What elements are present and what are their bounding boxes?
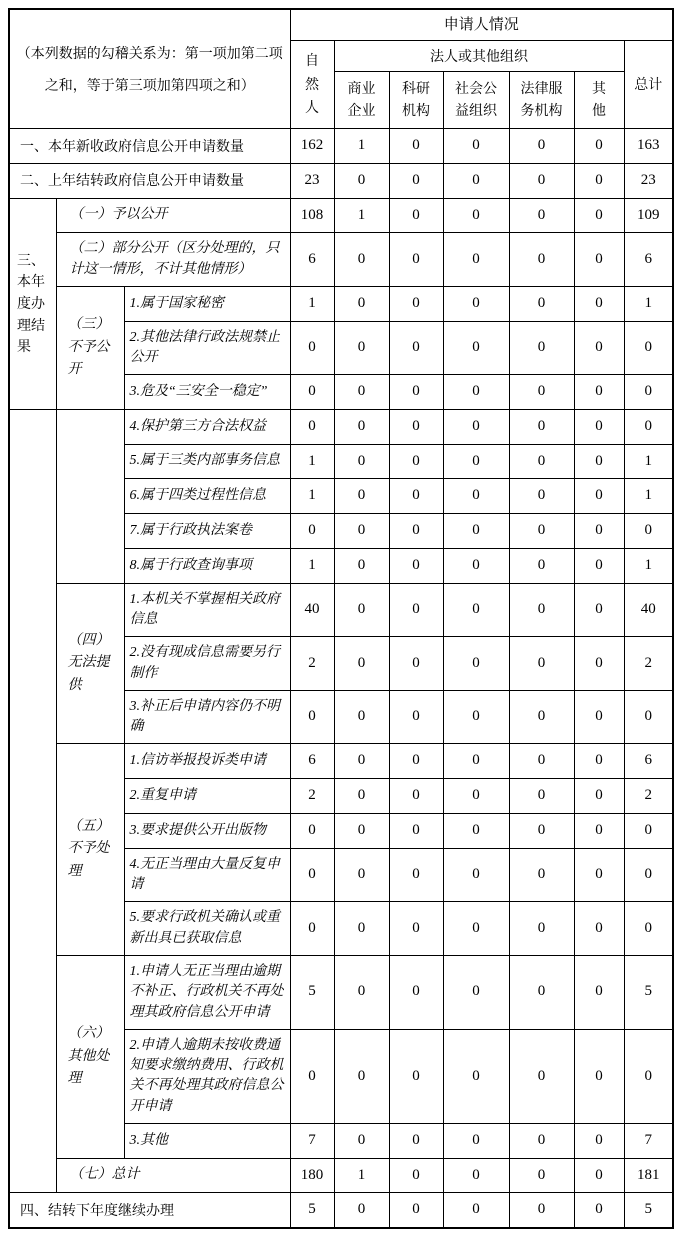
value-cell: 0 xyxy=(509,955,574,1029)
value-cell: 0 xyxy=(389,163,443,198)
value-cell: 0 xyxy=(624,514,673,549)
value-cell: 0 xyxy=(334,375,389,410)
value-cell: 0 xyxy=(509,779,574,814)
value-cell: 0 xyxy=(443,321,509,375)
value-cell: 0 xyxy=(624,1029,673,1123)
value-cell: 181 xyxy=(624,1158,673,1193)
value-cell: 0 xyxy=(574,479,624,514)
value-cell: 0 xyxy=(574,902,624,956)
applicant-situation-header: 申请人情况 xyxy=(290,9,673,41)
value-cell: 0 xyxy=(509,233,574,287)
value-cell: 0 xyxy=(509,479,574,514)
value-cell: 0 xyxy=(290,1029,334,1123)
value-cell: 1 xyxy=(334,129,389,164)
value-cell: 0 xyxy=(443,375,509,410)
value-cell: 7 xyxy=(290,1123,334,1158)
value-cell: 0 xyxy=(334,479,389,514)
value-cell: 0 xyxy=(443,163,509,198)
value-cell: 0 xyxy=(574,233,624,287)
value-cell: 0 xyxy=(624,848,673,902)
row-label: 二、上年结转政府信息公开申请数量 xyxy=(9,163,290,198)
value-cell: 0 xyxy=(509,813,574,848)
value-cell: 0 xyxy=(574,744,624,779)
value-cell: 0 xyxy=(389,514,443,549)
value-cell: 0 xyxy=(334,955,389,1029)
value-cell: 0 xyxy=(290,409,334,444)
value-cell: 0 xyxy=(290,321,334,375)
item-label: 5.属于三类内部事务信息 xyxy=(124,444,290,479)
value-cell: 0 xyxy=(443,198,509,233)
value-cell: 0 xyxy=(334,637,389,691)
value-cell: 0 xyxy=(443,1123,509,1158)
value-cell: 0 xyxy=(624,409,673,444)
value-cell: 6 xyxy=(290,233,334,287)
value-cell: 0 xyxy=(443,514,509,549)
group-label: （三）不予公开 xyxy=(56,286,124,409)
value-cell: 0 xyxy=(509,1029,574,1123)
value-cell: 0 xyxy=(389,1123,443,1158)
value-cell: 0 xyxy=(509,1193,574,1228)
section-label: （七）总计 xyxy=(56,1158,290,1193)
section-label: （一）予以公开 xyxy=(56,198,290,233)
item-label: 2.申请人逾期未按收费通知要求缴纳费用、行政机关不再处理其政府信息公开申请 xyxy=(124,1029,290,1123)
value-cell: 0 xyxy=(443,744,509,779)
value-cell: 2 xyxy=(290,637,334,691)
value-cell: 5 xyxy=(290,1193,334,1228)
value-cell: 162 xyxy=(290,129,334,164)
value-cell: 0 xyxy=(389,1158,443,1193)
column-header-legal-service-org: 法律服务机构 xyxy=(509,72,574,129)
table-row xyxy=(9,233,673,287)
value-cell: 1 xyxy=(290,286,334,321)
item-label: 8.属于行政查询事项 xyxy=(124,548,290,583)
value-cell: 0 xyxy=(389,1193,443,1228)
value-cell: 2 xyxy=(290,779,334,814)
table-row xyxy=(9,1193,673,1228)
value-cell: 0 xyxy=(443,813,509,848)
empty-cell xyxy=(56,409,124,583)
value-cell: 0 xyxy=(389,690,443,744)
value-cell: 0 xyxy=(389,548,443,583)
column-header-public-welfare-org: 社会公益组织 xyxy=(443,72,509,129)
item-label: 1.申请人无正当理由逾期不补正、行政机关不再处理其政府信息公开申请 xyxy=(124,955,290,1029)
value-cell: 0 xyxy=(389,583,443,637)
value-cell: 0 xyxy=(509,514,574,549)
value-cell: 0 xyxy=(334,444,389,479)
value-cell: 0 xyxy=(574,286,624,321)
value-cell: 0 xyxy=(389,321,443,375)
value-cell: 0 xyxy=(509,129,574,164)
value-cell: 0 xyxy=(334,902,389,956)
item-label: 3.危及“三安全一稳定” xyxy=(124,375,290,410)
item-label: 3.其他 xyxy=(124,1123,290,1158)
item-label: 3.要求提供公开出版物 xyxy=(124,813,290,848)
value-cell: 0 xyxy=(389,813,443,848)
value-cell: 0 xyxy=(574,955,624,1029)
value-cell: 0 xyxy=(574,198,624,233)
value-cell: 0 xyxy=(443,286,509,321)
value-cell: 0 xyxy=(290,514,334,549)
value-cell: 0 xyxy=(389,848,443,902)
value-cell: 1 xyxy=(290,444,334,479)
value-cell: 0 xyxy=(509,690,574,744)
value-cell: 0 xyxy=(509,444,574,479)
value-cell: 0 xyxy=(290,813,334,848)
value-cell: 1 xyxy=(624,479,673,514)
value-cell: 0 xyxy=(574,779,624,814)
value-cell: 0 xyxy=(509,163,574,198)
value-cell: 0 xyxy=(509,1123,574,1158)
value-cell: 40 xyxy=(624,583,673,637)
value-cell: 0 xyxy=(389,375,443,410)
value-cell: 0 xyxy=(443,1193,509,1228)
value-cell: 0 xyxy=(334,286,389,321)
table-row xyxy=(9,744,673,779)
value-cell: 0 xyxy=(509,583,574,637)
value-cell: 6 xyxy=(290,744,334,779)
value-cell: 109 xyxy=(624,198,673,233)
value-cell: 0 xyxy=(509,548,574,583)
value-cell: 0 xyxy=(334,1029,389,1123)
column-group-legal-org: 法人或其他组织 xyxy=(334,41,624,72)
table-row xyxy=(9,198,673,233)
value-cell: 0 xyxy=(443,848,509,902)
value-cell: 0 xyxy=(443,583,509,637)
value-cell: 0 xyxy=(443,955,509,1029)
table-body xyxy=(9,129,673,1229)
value-cell: 0 xyxy=(624,813,673,848)
value-cell: 0 xyxy=(509,1158,574,1193)
value-cell: 0 xyxy=(509,321,574,375)
value-cell: 0 xyxy=(290,375,334,410)
table-header xyxy=(9,9,673,129)
section-label: （二）部分公开（区分处理的，只计这一情形，不计其他情形） xyxy=(56,233,290,287)
value-cell: 0 xyxy=(574,1029,624,1123)
value-cell: 6 xyxy=(624,744,673,779)
table-row xyxy=(9,163,673,198)
value-cell: 0 xyxy=(574,583,624,637)
table-row xyxy=(9,583,673,637)
value-cell: 0 xyxy=(389,444,443,479)
item-label: 6.属于四类过程性信息 xyxy=(124,479,290,514)
item-label: 7.属于行政执法案卷 xyxy=(124,514,290,549)
value-cell: 0 xyxy=(389,902,443,956)
value-cell: 0 xyxy=(574,321,624,375)
value-cell: 6 xyxy=(624,233,673,287)
value-cell: 0 xyxy=(574,1158,624,1193)
value-cell: 0 xyxy=(509,848,574,902)
value-cell: 0 xyxy=(389,409,443,444)
table-row xyxy=(9,129,673,164)
value-cell: 0 xyxy=(443,779,509,814)
value-cell: 0 xyxy=(574,1123,624,1158)
column-header-commercial-enterprise: 商业企业 xyxy=(334,72,389,129)
group-label: （五）不予处理 xyxy=(56,744,124,955)
item-label: 1.属于国家秘密 xyxy=(124,286,290,321)
value-cell: 0 xyxy=(443,1158,509,1193)
value-cell: 0 xyxy=(443,902,509,956)
value-cell: 0 xyxy=(574,637,624,691)
value-cell: 0 xyxy=(389,744,443,779)
value-cell: 0 xyxy=(290,690,334,744)
table-row xyxy=(9,286,673,321)
value-cell: 0 xyxy=(574,163,624,198)
column-header-natural-person: 自然人 xyxy=(290,41,334,129)
section-vertical-label: 三、本年度办理结果 xyxy=(9,198,56,409)
value-cell: 0 xyxy=(389,479,443,514)
value-cell: 0 xyxy=(443,548,509,583)
value-cell: 0 xyxy=(509,375,574,410)
item-label: 2.没有现成信息需要另行制作 xyxy=(124,637,290,691)
value-cell: 1 xyxy=(624,286,673,321)
value-cell: 40 xyxy=(290,583,334,637)
value-cell: 1 xyxy=(334,198,389,233)
value-cell: 0 xyxy=(334,779,389,814)
value-cell: 0 xyxy=(389,129,443,164)
value-cell: 0 xyxy=(574,444,624,479)
value-cell: 1 xyxy=(624,444,673,479)
item-label: 3.补正后申请内容仍不明确 xyxy=(124,690,290,744)
value-cell: 0 xyxy=(334,690,389,744)
item-label: 1.信访举报投诉类申请 xyxy=(124,744,290,779)
value-cell: 0 xyxy=(443,1029,509,1123)
value-cell: 0 xyxy=(334,848,389,902)
value-cell: 0 xyxy=(509,637,574,691)
value-cell: 0 xyxy=(509,409,574,444)
value-cell: 0 xyxy=(334,233,389,287)
row-label: 一、本年新收政府信息公开申请数量 xyxy=(9,129,290,164)
empty-cell xyxy=(9,409,56,1193)
value-cell: 108 xyxy=(290,198,334,233)
column-header-total: 总计 xyxy=(624,41,673,129)
value-cell: 0 xyxy=(334,583,389,637)
value-cell: 0 xyxy=(624,690,673,744)
value-cell: 1 xyxy=(624,548,673,583)
value-cell: 0 xyxy=(334,163,389,198)
row-label: 四、结转下年度继续办理 xyxy=(9,1193,290,1228)
value-cell: 0 xyxy=(624,321,673,375)
value-cell: 0 xyxy=(389,637,443,691)
group-label: （四）无法提供 xyxy=(56,583,124,744)
value-cell: 2 xyxy=(624,779,673,814)
value-cell: 0 xyxy=(509,744,574,779)
value-cell: 0 xyxy=(574,1193,624,1228)
value-cell: 0 xyxy=(443,690,509,744)
value-cell: 0 xyxy=(443,444,509,479)
value-cell: 0 xyxy=(389,233,443,287)
value-cell: 0 xyxy=(389,779,443,814)
item-label: 2.重复申请 xyxy=(124,779,290,814)
value-cell: 5 xyxy=(624,955,673,1029)
value-cell: 0 xyxy=(334,813,389,848)
value-cell: 0 xyxy=(290,848,334,902)
value-cell: 0 xyxy=(389,198,443,233)
value-cell: 0 xyxy=(574,690,624,744)
item-label: 4.无正当理由大量反复申请 xyxy=(124,848,290,902)
value-cell: 180 xyxy=(290,1158,334,1193)
value-cell: 0 xyxy=(334,409,389,444)
value-cell: 7 xyxy=(624,1123,673,1158)
disclosure-table xyxy=(8,8,674,1229)
item-label: 4.保护第三方合法权益 xyxy=(124,409,290,444)
value-cell: 0 xyxy=(443,637,509,691)
value-cell: 0 xyxy=(334,321,389,375)
header-row-1 xyxy=(9,9,673,41)
value-cell: 0 xyxy=(443,129,509,164)
group-label: （六）其他处理 xyxy=(56,955,124,1158)
value-cell: 0 xyxy=(574,848,624,902)
table-row xyxy=(9,955,673,1029)
reconciliation-note: （本列数据的勾稽关系为：第一项加第二项之和，等于第三项加第四项之和） xyxy=(9,9,290,129)
value-cell: 0 xyxy=(443,479,509,514)
value-cell: 5 xyxy=(624,1193,673,1228)
value-cell: 23 xyxy=(290,163,334,198)
value-cell: 0 xyxy=(334,744,389,779)
value-cell: 0 xyxy=(334,548,389,583)
table-row xyxy=(9,1158,673,1193)
value-cell: 0 xyxy=(389,1029,443,1123)
value-cell: 0 xyxy=(574,375,624,410)
item-label: 5.要求行政机关确认或重新出具已获取信息 xyxy=(124,902,290,956)
column-header-other: 其他 xyxy=(574,72,624,129)
value-cell: 0 xyxy=(334,1123,389,1158)
value-cell: 0 xyxy=(290,902,334,956)
value-cell: 2 xyxy=(624,637,673,691)
value-cell: 163 xyxy=(624,129,673,164)
value-cell: 0 xyxy=(574,813,624,848)
value-cell: 1 xyxy=(290,479,334,514)
value-cell: 0 xyxy=(509,902,574,956)
value-cell: 1 xyxy=(290,548,334,583)
value-cell: 1 xyxy=(334,1158,389,1193)
value-cell: 0 xyxy=(334,1193,389,1228)
column-header-research-institution: 科研机构 xyxy=(389,72,443,129)
value-cell: 0 xyxy=(389,286,443,321)
value-cell: 0 xyxy=(334,514,389,549)
value-cell: 0 xyxy=(574,514,624,549)
value-cell: 0 xyxy=(574,409,624,444)
value-cell: 0 xyxy=(509,198,574,233)
item-label: 1.本机关不掌握相关政府信息 xyxy=(124,583,290,637)
item-label: 2.其他法律行政法规禁止公开 xyxy=(124,321,290,375)
value-cell: 0 xyxy=(389,955,443,1029)
value-cell: 0 xyxy=(509,286,574,321)
value-cell: 0 xyxy=(443,233,509,287)
value-cell: 0 xyxy=(574,548,624,583)
value-cell: 0 xyxy=(443,409,509,444)
value-cell: 5 xyxy=(290,955,334,1029)
value-cell: 0 xyxy=(624,902,673,956)
value-cell: 0 xyxy=(624,375,673,410)
value-cell: 0 xyxy=(574,129,624,164)
table-row xyxy=(9,409,673,444)
value-cell: 23 xyxy=(624,163,673,198)
